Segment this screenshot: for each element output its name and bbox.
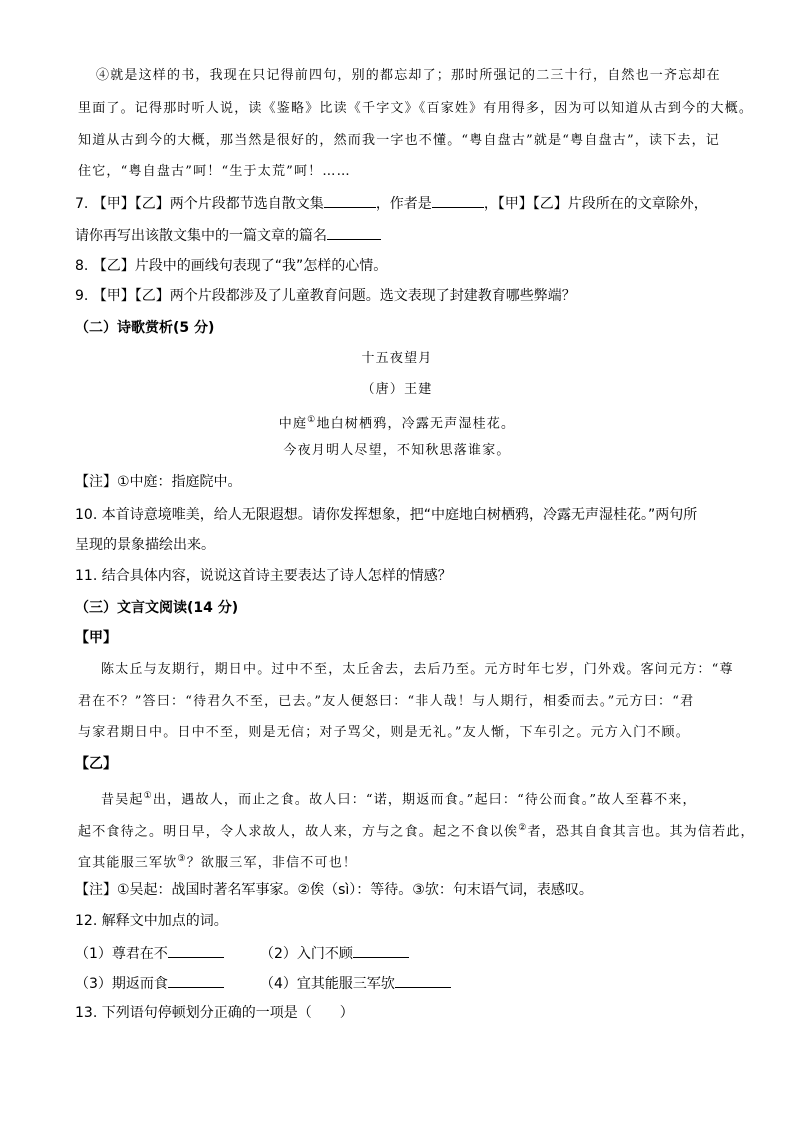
- question-7-line-2-text: 请你再写出该散文集中的一篇文章的篇名: [75, 228, 327, 244]
- classical-yi-line-3-rest: ？欲服三军，非信不可也！: [186, 855, 358, 871]
- classical-note: 【注】①吴起：战国时著名军事家。②俟（sì）：等待。③欤：句末语气词，表感叹。: [75, 882, 593, 898]
- poem-note: 【注】①中庭：指庭院中。: [75, 474, 242, 490]
- classical-jia-line-1: 陈太丘与友期行，期日中。过中不至，太丘舍去，去后乃至。元方时年七岁，门外戏。客问元方：“尊: [101, 662, 734, 677]
- question-10-line-2: 呈现的景象描绘出来。: [75, 537, 215, 553]
- passage-jia-line-2: 里面了。记得那时听人说，读《鉴略》比读《千字文》《百家姓》有用得多，因为可以知道从古到今的大概。: [78, 101, 754, 116]
- passage-jia-line-1: ④就是这样的书，我现在只记得前四句，别的都忘却了；那时所强记的二三十行，自然也一齐忘却在: [96, 68, 721, 83]
- poem-line-1-rest: 地白树栖鸦，冷露无声湿桂花。: [316, 416, 516, 432]
- answer-blank[interactable]: [327, 225, 381, 240]
- footnote-marker: ③: [177, 854, 187, 864]
- classical-jia-line-2: 君在不？”答曰：“待君久不至，已去。”友人便怒曰：“非人哉！与人期行，相委而去。”元方曰：“君: [78, 694, 695, 709]
- answer-blank[interactable]: [353, 943, 409, 958]
- question-12-item-3-text: （3）期返而食: [75, 976, 168, 992]
- classical-yi-line-2: [78, 818, 755, 842]
- classical-yi-line-3: [78, 849, 357, 873]
- poem-line-1: [0, 410, 794, 434]
- question-12-item-3: [75, 973, 224, 994]
- passage-jia-line-3: 知道从古到今的大概，那当然是很好的，然而我一字也不懂。“粤自盘古”就是“粤自盘古”，读下去，记: [78, 133, 720, 148]
- question-12-item-4: [260, 973, 451, 994]
- answer-blank[interactable]: [168, 943, 224, 958]
- question-13: 13. 下列语句停顿划分正确的一项是（ ）: [75, 1005, 354, 1021]
- poem-line-1-start: 中庭: [278, 416, 308, 432]
- question-7: [75, 193, 708, 214]
- passage-yi-label: 【乙】: [75, 756, 117, 772]
- section-3-heading: （三）文言文阅读(14 分): [75, 600, 239, 616]
- classical-jia-line-3: 与家君期日中。日中不至，则是无信；对子骂父，则是无礼。”友人惭，下车引之。元方入门不顾。: [78, 725, 690, 740]
- poem-line-2: 今夜月明人尽望，不知秋思落谁家。: [283, 443, 511, 458]
- question-12-item-2: [260, 943, 409, 964]
- classical-yi-line-1-rest: 出，遇故人，而止之食。故人曰：“诺，期返而食。”起曰：“待公而食。”故人至暮不来，: [152, 792, 697, 808]
- answer-blank[interactable]: [395, 973, 451, 988]
- question-12-item-1-text: （1）尊君在不: [75, 946, 168, 962]
- section-2-heading: （二）诗歌赏析(5 分): [75, 320, 215, 336]
- footnote-marker: ①: [143, 791, 153, 801]
- classical-yi-line-1-start: 昔吴起: [101, 792, 144, 808]
- answer-blank[interactable]: [168, 973, 224, 988]
- question-7-part-c: ，【甲】【乙】片段所在的文章除外，: [483, 196, 708, 212]
- question-12-item-1: [75, 943, 224, 964]
- question-11: 11. 结合具体内容，说说这首诗主要表达了诗人怎样的情感？: [75, 568, 452, 584]
- passage-jia-line-4: 住它，“粤自盘古”呵！“生于太荒”呵！……: [78, 164, 351, 179]
- classical-yi-line-1: [101, 786, 697, 810]
- answer-blank[interactable]: [324, 193, 376, 208]
- footnote-marker: ①: [307, 415, 317, 425]
- passage-jia-label: 【甲】: [75, 630, 117, 646]
- poem-title: 十五夜望月: [361, 351, 433, 366]
- question-9: 9. 【甲】【乙】两个片段都涉及了儿童教育问题。选文表现了封建教育哪些弊端？: [75, 288, 576, 304]
- question-10-line-1: 10. 本首诗意境唯美，给人无限遐想。请你发挥想象，把“中庭地白树栖鸦，冷露无声湿桂花。”两句所: [75, 507, 698, 523]
- classical-yi-line-2-start: 起不食待之。明日早，令人求故人，故人来，方与之食。起之不食以俟: [78, 824, 519, 840]
- question-7-line-2: [75, 225, 381, 246]
- question-12-item-4-text: （4）宜其能服三军欤: [260, 976, 395, 992]
- question-7-part-b: ，作者是: [375, 196, 432, 212]
- answer-blank[interactable]: [432, 193, 484, 208]
- question-8: 8. 【乙】片段中的画线句表现了“我”怎样的心情。: [75, 258, 388, 274]
- footnote-marker: ②: [518, 823, 528, 833]
- classical-yi-line-3-start: 宜其能服三军欤: [78, 855, 178, 871]
- question-12: 12. 解释文中加点的词。: [75, 913, 228, 929]
- question-12-item-2-text: （2）入门不顾: [260, 946, 353, 962]
- question-7-part-a: 7. 【甲】【乙】两个片段都节选自散文集: [75, 196, 324, 212]
- poem-author: （唐）王建: [361, 382, 433, 397]
- classical-yi-line-2-rest: 者，恐其自食其言也。其为信若此，: [527, 824, 755, 840]
